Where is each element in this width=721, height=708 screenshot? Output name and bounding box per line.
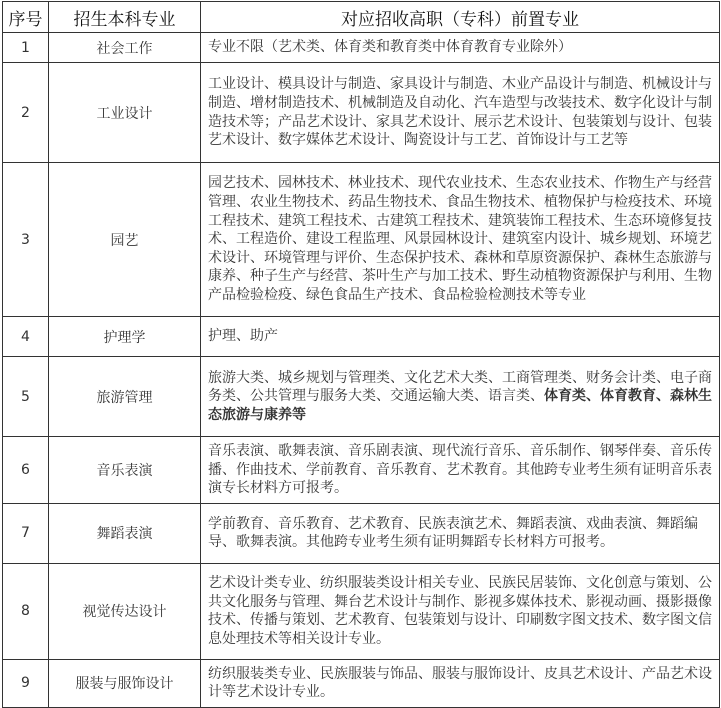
header-prereq: 对应招收高职（专科）前置专业 <box>201 2 720 33</box>
row-index: 8 <box>3 563 49 659</box>
table-row <box>3 63 720 163</box>
row-prereq <box>201 357 720 437</box>
row-index: 4 <box>3 317 49 357</box>
table-row <box>3 317 720 357</box>
table-row <box>3 357 720 437</box>
row-index: 3 <box>3 163 49 317</box>
row-prereq: 园艺技术、园林技术、林业技术、现代农业技术、生态农业技术、作物生产与经营管理、农业生物技术、药品生物技术、食品生物技术、植物保护与检疫技术、环境工程技术、建筑工程技术、古建筑工程技术、建筑装饰工程技术、生态环境修复技术、工程造价、建设工程监理、风景园林设计、建筑室内设计、城乡规划、环境艺术设计、环境管理与评价、生态保护技术、森林和草原资源保护、森林生态旅游与康养、种子生产与经营、茶叶生产与加工技术、野生动植物资源保护与利用、生物产品检验检疫、绿色食品生产技术、食品检验检测技术等专业 <box>201 163 720 317</box>
table-row <box>3 503 720 563</box>
table-row <box>3 563 720 659</box>
header-row <box>3 2 720 33</box>
row-index: 2 <box>3 63 49 163</box>
row-prereq: 学前教育、音乐教育、艺术教育、民族表演艺术、舞蹈表演、戏曲表演、舞蹈编导、歌舞表演。其他跨专业考生须有证明舞蹈专长材料方可报考。 <box>201 503 720 563</box>
row-major: 服装与服饰设计 <box>49 659 201 707</box>
table-row <box>3 437 720 504</box>
row-index: 9 <box>3 659 49 707</box>
admission-table <box>2 1 720 708</box>
table-row <box>3 163 720 317</box>
row-prereq: 音乐表演、歌舞表演、音乐剧表演、现代流行音乐、音乐制作、钢琴伴奏、音乐传播、作曲技术、学前教育、音乐教育、艺术教育。其他跨专业考生须有证明音乐表演专长材料方可报考。 <box>201 437 720 504</box>
row-major: 舞蹈表演 <box>49 503 201 563</box>
row-index: 1 <box>3 33 49 63</box>
row-major: 视觉传达设计 <box>49 563 201 659</box>
row-prereq: 纺织服装类专业、民族服装与饰品、服装与服饰设计、皮具艺术设计、产品艺术设计等艺术设计专业。 <box>201 659 720 707</box>
row-prereq: 艺术设计类专业、纺织服装类设计相关专业、民族民居装饰、文化创意与策划、公共文化服务与管理、舞台艺术设计与制作、影视多媒体技术、影视动画、摄影摄像技术、传播与策划、艺术教育、包装策划与设计、印刷数字图文技术、数字图文信息处理技术等相关设计专业。 <box>201 563 720 659</box>
table-row <box>3 33 720 63</box>
row-major: 社会工作 <box>49 33 201 63</box>
row-major: 工业设计 <box>49 63 201 163</box>
header-index: 序号 <box>3 2 49 33</box>
row-index: 7 <box>3 503 49 563</box>
row-prereq: 护理、助产 <box>201 317 720 357</box>
row-prereq: 工业设计、模具设计与制造、家具设计与制造、木业产品设计与制造、机械设计与制造、增材制造技术、机械制造及自动化、汽车造型与改装技术、数字化设计与制造技术等；产品艺术设计、家具艺术设计、展示艺术设计、包装策划与设计、包装艺术设计、数字媒体艺术设计、陶瓷设计与工艺、首饰设计与工艺等 <box>201 63 720 163</box>
row-prereq-bold: 体育类、体育教育、森林生态旅游与康养等 <box>208 388 712 423</box>
row-major: 音乐表演 <box>49 437 201 504</box>
table-row <box>3 659 720 707</box>
row-prereq: 专业不限（艺术类、体育类和教育类中体育教育专业除外） <box>201 33 720 63</box>
row-major: 旅游管理 <box>49 357 201 437</box>
row-major: 护理学 <box>49 317 201 357</box>
row-index: 5 <box>3 357 49 437</box>
header-major: 招生本科专业 <box>49 2 201 33</box>
row-major: 园艺 <box>49 163 201 317</box>
row-index: 6 <box>3 437 49 504</box>
row-prereq-main: 旅游大类、城乡规划与管理类、文化艺术大类、工商管理类、财务会计类、电子商务类、公共管理与服务大类、交通运输大类、语言类、 <box>208 369 712 405</box>
